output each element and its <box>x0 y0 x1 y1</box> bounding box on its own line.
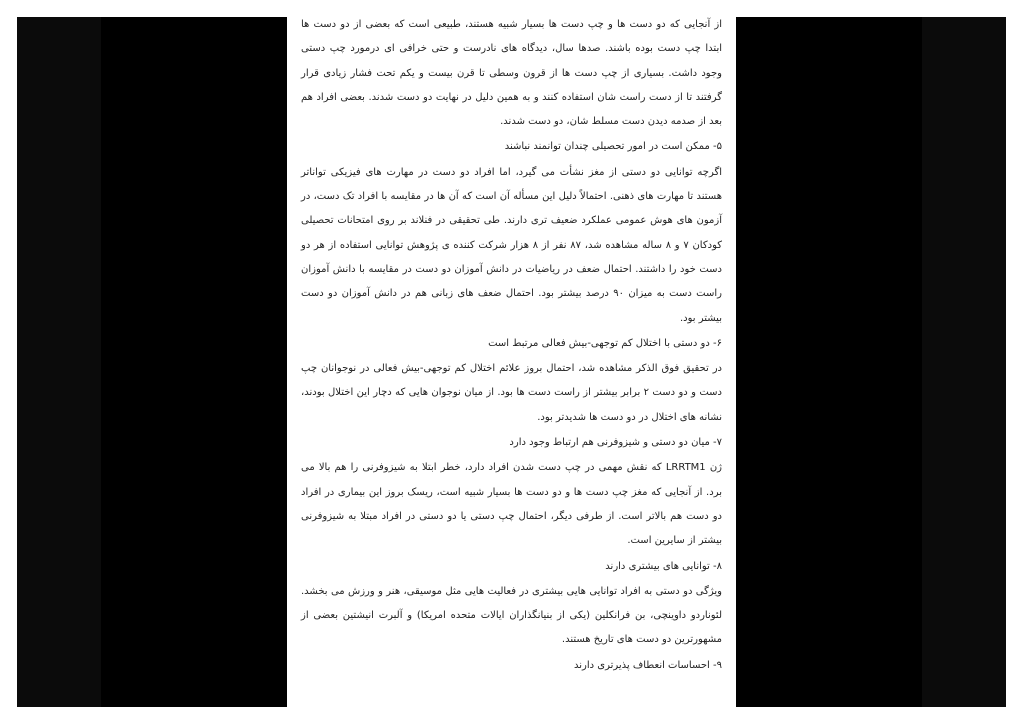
article-body <box>301 17 722 679</box>
paragraph-abilities: ویژگی دو دستی به افراد توانایی هایی بیشتری در فعالیت هایی مثل موسیقی، هنر و ورزش می بخشد. لئوناردو داوینچی، بن فرانکلین (یکی از بنیانگذاران ایالات متحده امریکا) و آلبرت انیشتین بعضی از مشهورترین دو دست های تاریخ هستند. <box>301 585 722 646</box>
document-page <box>287 17 736 707</box>
paragraph-academic: اگرچه توانایی دو دستی از مغز نشأت می گیرد، اما افراد دو دست در مهارت های فیزیکی تواناتر هستند تا مهارت های ذهنی. احتمالاً دلیل این مسأله آن است که آن ها در مقایسه با افراد تک دست، در آزمون های هوش عمومی عملکرد ضعیف تری دارند. طی تحقیقی در فنلاند بر روی امتحانات تحصیلی کودکان ۷ و ۸ ساله مشاهده شد، ۸۷ نفر از ۸ هزار شرکت کننده ی پژوهش توانایی استفاده از هر دو دست خود را داشتند. احتمال ضعف در ریاضیات در دانش آموزان دو دست در مقایسه با دانش آموزان راست دست به میزان ۹۰ درصد بیشتر بود. احتمال ضعف های زبانی هم در دانش آموزان دو دست بیشتر بود. <box>301 166 722 324</box>
paragraph-schizophrenia: ژن LRRTM1 که نقش مهمی در چپ دست شدن افراد دارد، خطر ابتلا به شیزوفرنی را هم بالا می برد. از آنجایی که مغز چپ دست ها و دو دست ها بسیار شبیه است، ریسک بروز این بیماری در افراد دو دست هم بالاتر است. از طرفی دیگر، احتمال چپ دستی یا دو دستی در افراد مبتلا به شیزوفرنی بیشتر از سایرین است. <box>301 462 722 547</box>
left-margin-panel <box>101 17 287 707</box>
paragraph-adhd: در تحقیق فوق الذکر مشاهده شد، احتمال بروز علائم اختلال کم توجهی-بیش فعالی در نوجوانان چپ دست و دو دست ۲ برابر بیشتر از راست دست ها بود. از میان نوجوان هایی که دچار این اختلال بودند، نشانه های اختلال در دو دست ها شدیدتر بود. <box>301 363 722 423</box>
heading-9-emotions: ۹- احساسات انعطاف پذیرتری دارند <box>573 659 722 671</box>
heading-6-adhd: ۶- دو دستی با اختلال کم توجهی-بیش فعالی مرتبط است <box>488 337 722 349</box>
heading-5-academic: ۵- ممکن است در امور تحصیلی چندان توانمند نباشند <box>504 141 722 153</box>
right-margin-panel <box>736 17 922 707</box>
paragraph-left-handed-origins: از آنجایی که دو دست ها و چپ دست ها بسیار شبیه هستند، طبیعی است که بعضی از دو دست ها ابتدا چپ دست بوده باشند. صدها سال، دیدگاه های نادرست و حتی خرافی ای درمورد چپ دستی وجود داشت. بسیاری از چپ دست ها از قرون وسطی تا قرن بیست و یکم تحت فشار زیادی قرار گرفتند تا از دست راست شان استفاده کنند و به همین دلیل در نهایت دو دست شدند. بعضی افراد هم بعد از صدمه دیدن دست مسلط شان، دو دست شدند. <box>301 19 722 128</box>
heading-7-schizophrenia: ۷- میان دو دستی و شیزوفرنی هم ارتباط وجود دارد <box>509 437 722 449</box>
heading-8-abilities: ۸- توانایی های بیشتری دارند <box>605 560 722 572</box>
